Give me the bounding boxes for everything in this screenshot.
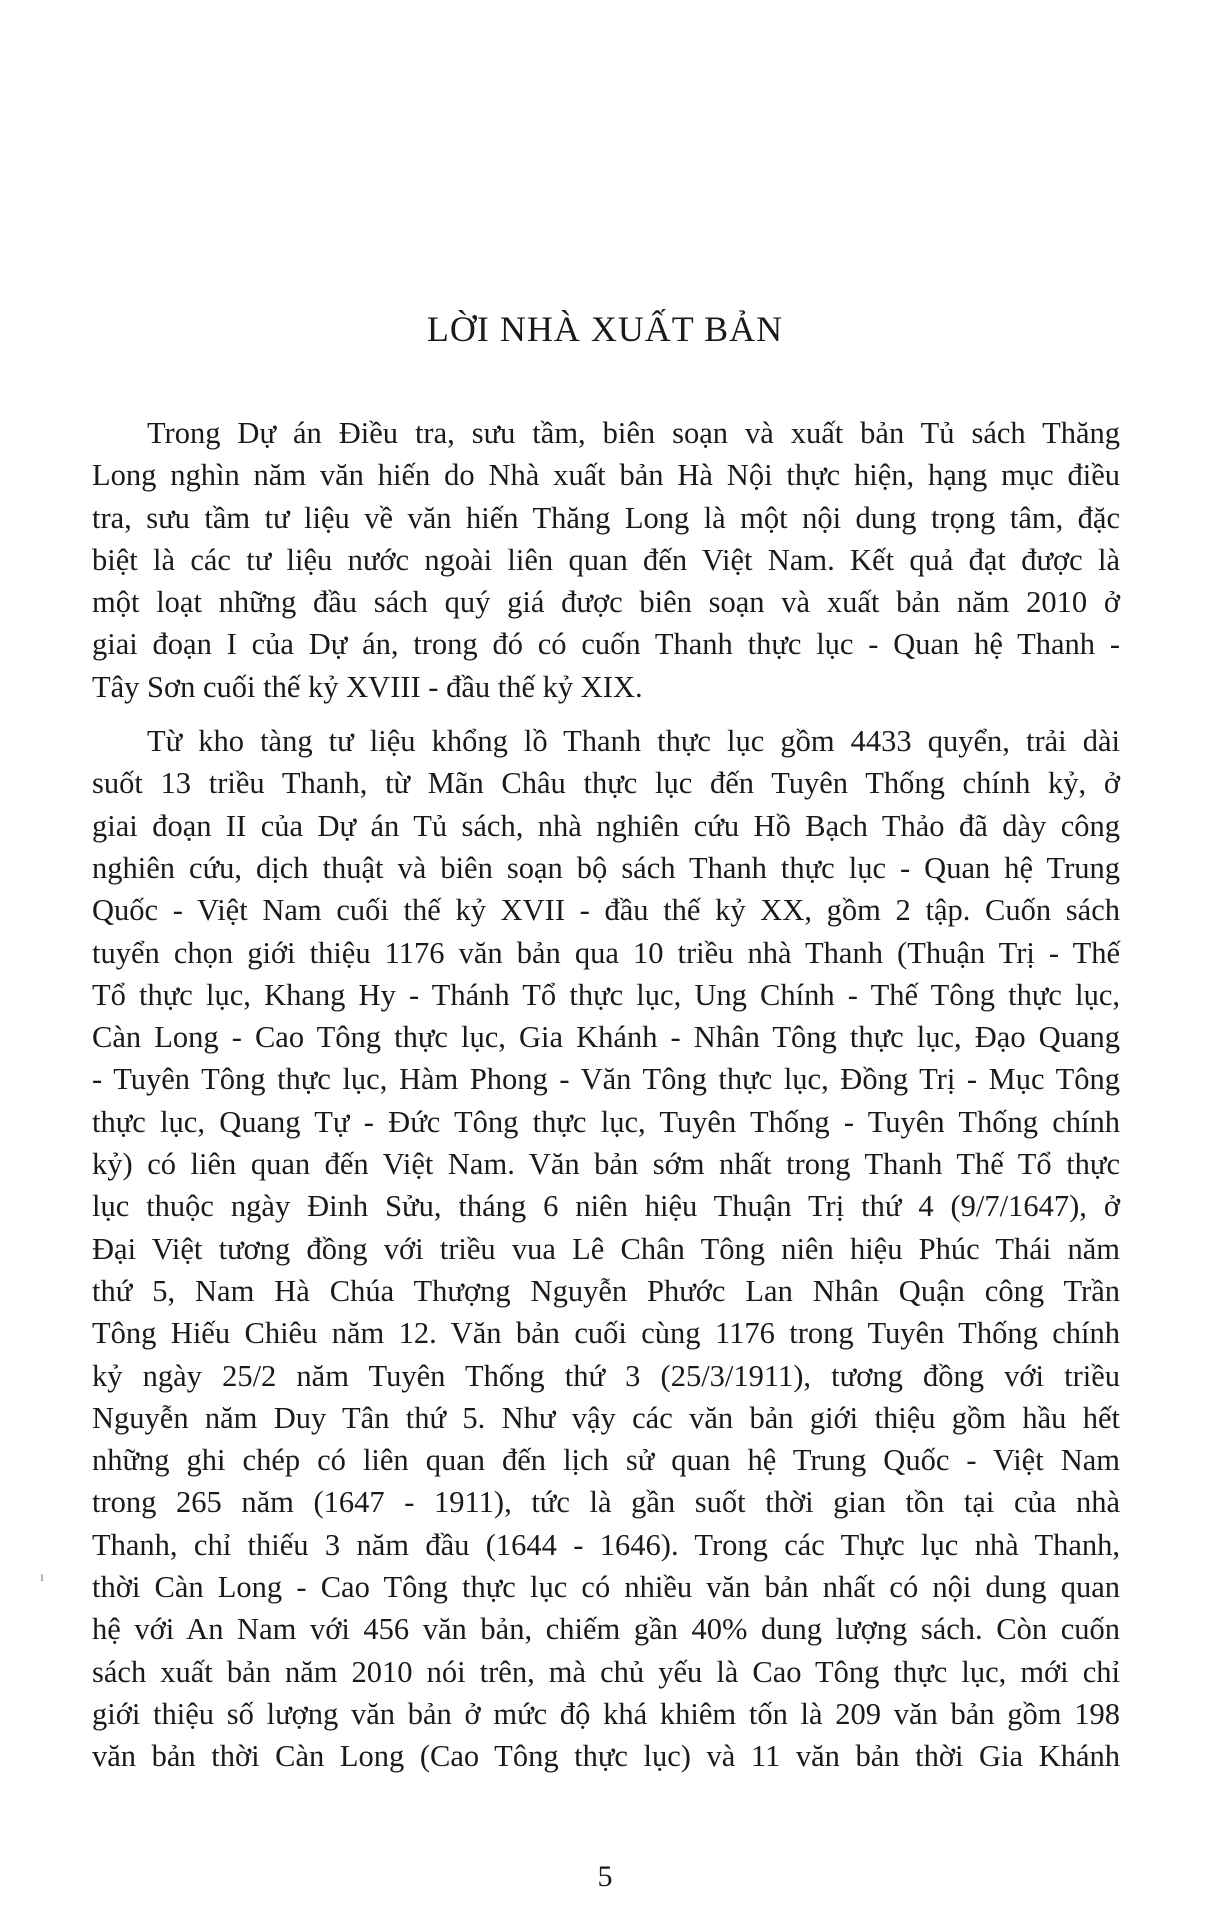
text-line: Quốc - Việt Nam cuối thế kỷ XVII - đầu thế kỷ XX, gồm 2 tập. Cuốn sách [92, 893, 1120, 928]
text-line: văn bản thời Càn Long (Cao Tông thực lục) và 11 văn bản thời Gia Khánh [92, 1739, 1120, 1774]
text-line: thời Càn Long - Cao Tông thực lục có nhiều văn bản nhất có nội dung quan [92, 1570, 1120, 1605]
text-line: Từ kho tàng tư liệu khổng lồ Thanh thực lục gồm 4433 quyển, trải dài [147, 724, 1120, 759]
text-line: - Tuyên Tông thực lục, Hàm Phong - Văn Tông thực lục, Đồng Trị - Mục Tông [92, 1062, 1120, 1097]
text-line: Đại Việt tương đồng với triều vua Lê Chân Tông niên hiệu Phúc Thái năm [92, 1231, 1120, 1266]
text-line: Tây Sơn cuối thế kỷ XVIII - đầu thế kỷ XIX. [92, 669, 643, 704]
text-line: hệ với An Nam với 456 văn bản, chiếm gần 40% dung lượng sách. Còn cuốn [92, 1612, 1120, 1647]
text-line: biệt là các tư liệu nước ngoài liên quan đến Việt Nam. Kết quả đạt được là [92, 542, 1120, 577]
text-line: Long nghìn năm văn hiến do Nhà xuất bản Hà Nội thực hiện, hạng mục điều [92, 458, 1120, 493]
text-line: Nguyễn năm Duy Tân thứ 5. Như vậy các văn bản giới thiệu gồm hầu hết [92, 1400, 1120, 1435]
page-title: LỜI NHÀ XUẤT BẢN [426, 309, 784, 349]
paragraph-2 [92, 720, 1120, 1777]
text-line: giới thiệu số lượng văn bản ở mức độ khá khiêm tốn là 209 văn bản gồm 198 [92, 1696, 1120, 1731]
text-line: Tổ thực lục, Khang Hy - Thánh Tổ thực lục, Ung Chính - Thế Tông thực lục, [92, 977, 1120, 1012]
text-line: kỷ ngày 25/2 năm Tuyên Thống thứ 3 (25/3/1911), tương đồng với triều [92, 1358, 1120, 1393]
text-line: Càn Long - Cao Tông thực lục, Gia Khánh - Nhân Tông thực lục, Đạo Quang [92, 1020, 1120, 1055]
text-line: những ghi chép có liên quan đến lịch sử quan hệ Trung Quốc - Việt Nam [92, 1443, 1120, 1478]
text-line: thực lục, Quang Tự - Đức Tông thực lục, Tuyên Thống - Tuyên Thống chính [92, 1104, 1120, 1139]
page-number: 5 [597, 1860, 613, 1893]
text-line: suốt 13 triều Thanh, từ Mãn Châu thực lục đến Tuyên Thống chính kỷ, ở [92, 766, 1120, 801]
text-line: trong 265 năm (1647 - 1911), tức là gần suốt thời gian tồn tại của nhà [92, 1485, 1120, 1520]
text-line: giai đoạn II của Dự án Tủ sách, nhà nghiên cứu Hồ Bạch Thảo đã dày công [92, 808, 1120, 843]
text-line: kỷ) có liên quan đến Việt Nam. Văn bản sớm nhất trong Thanh Thế Tổ thực [92, 1147, 1120, 1182]
text-line: một loạt những đầu sách quý giá được biên soạn và xuất bản năm 2010 ở [92, 585, 1120, 620]
body-text [92, 412, 1120, 1778]
text-line: Tông Hiếu Chiêu năm 12. Văn bản cuối cùng 1176 trong Tuyên Thống chính [92, 1316, 1120, 1351]
margin-mark: ı [40, 1570, 44, 1585]
text-line: giai đoạn I của Dự án, trong đó có cuốn Thanh thực lục - Quan hệ Thanh - [92, 627, 1120, 662]
text-line: tra, sưu tầm tư liệu về văn hiến Thăng Long là một nội dung trọng tâm, đặc [92, 500, 1120, 535]
text-line: nghiên cứu, dịch thuật và biên soạn bộ sách Thanh thực lục - Quan hệ Trung [92, 850, 1120, 885]
text-line: thứ 5, Nam Hà Chúa Thượng Nguyễn Phước Lan Nhân Quận công Trần [92, 1273, 1120, 1308]
text-line: Thanh, chỉ thiếu 3 năm đầu (1644 - 1646). Trong các Thực lục nhà Thanh, [92, 1527, 1120, 1562]
text-line: sách xuất bản năm 2010 nói trên, mà chủ yếu là Cao Tông thực lục, mới chỉ [92, 1654, 1120, 1689]
text-line: Trong Dự án Điều tra, sưu tầm, biên soạn và xuất bản Tủ sách Thăng [147, 416, 1120, 450]
paragraph-1 [92, 412, 1120, 708]
text-line: lục thuộc ngày Đinh Sửu, tháng 6 niên hiệu Thuận Trị thứ 4 (9/7/1647), ở [92, 1189, 1120, 1224]
text-line: tuyển chọn giới thiệu 1176 văn bản qua 10 triều nhà Thanh (Thuận Trị - Thế [92, 935, 1120, 970]
